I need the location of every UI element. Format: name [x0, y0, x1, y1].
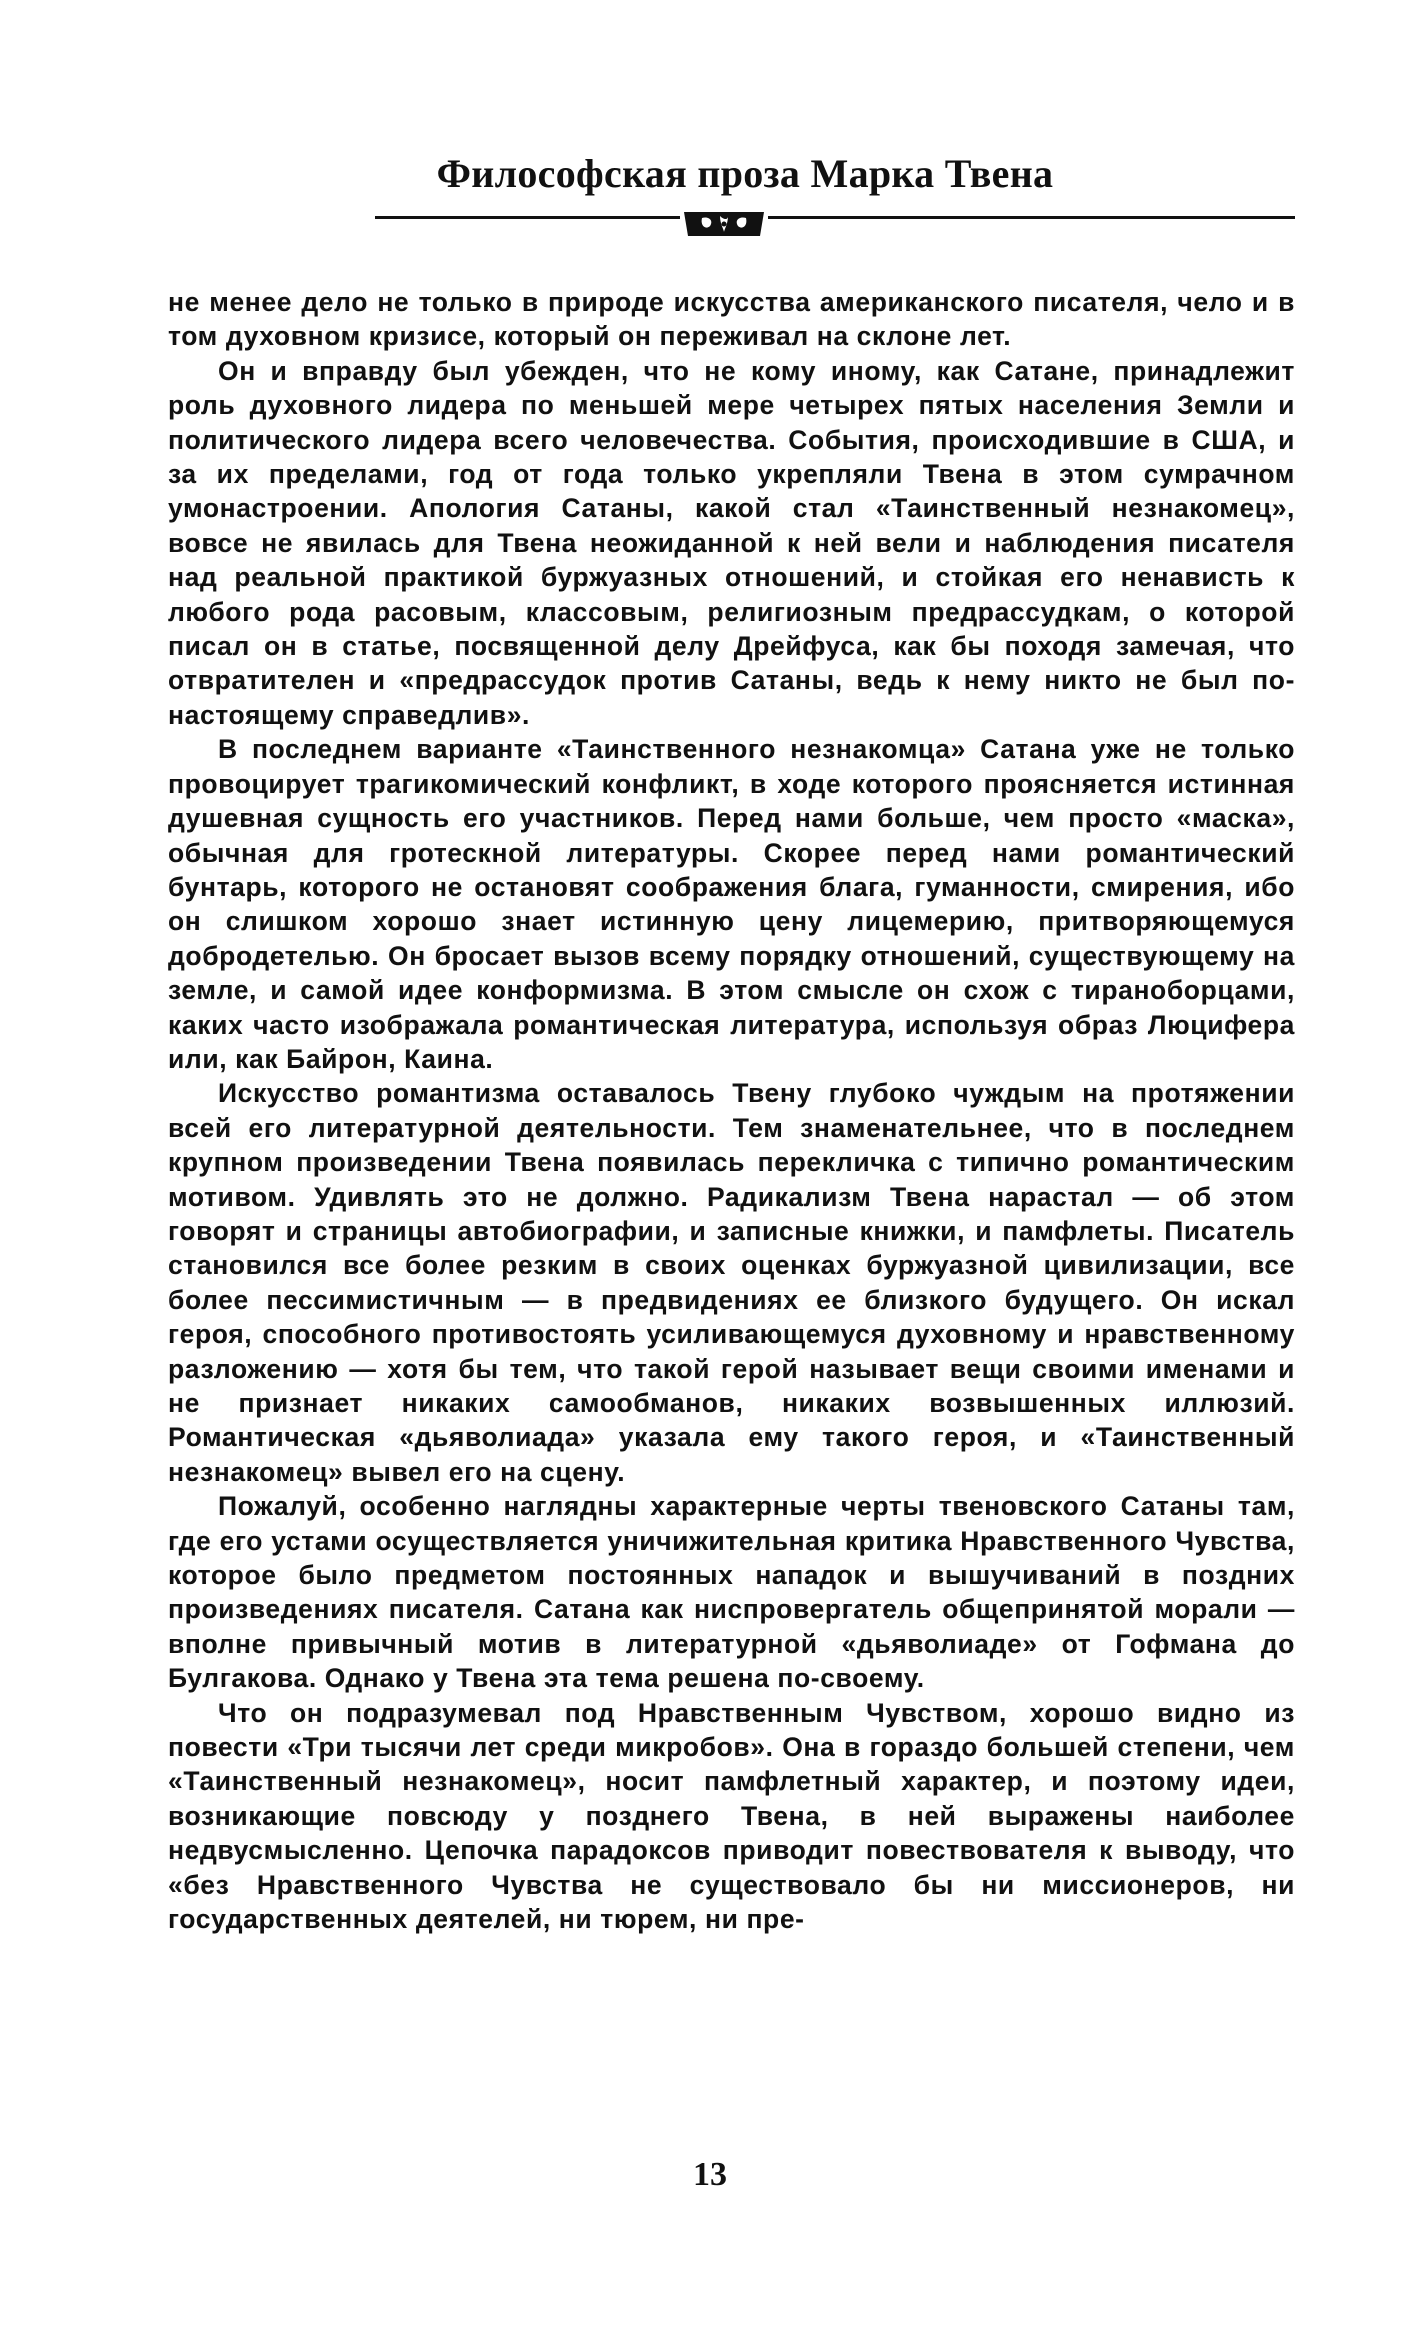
floral-ornament-icon — [680, 206, 768, 242]
paragraph: не менее дело не только в природе искусства американского писателя, чело и в том духовном кризисе, который он переживал на склоне лет. — [168, 287, 1295, 352]
paragraph: Искусство романтизма оставалось Твену глубоко чуждым на протяжении всей его литературной деятельности. Тем знаменательнее, что в последнем крупном произведении Твена появилась перекличка с типично романтическим мотивом. Удивлять это не должно. Радикализм Твена нарастал — об этом говорят и страницы автобиографии, и записные книжки, и памфлеты. Писатель становился все более резким в своих оценках буржуазной цивилизации, все более пессимистичным — в предвидениях ее близкого будущего. Он искал героя, способного противостоять усиливающемуся духовному и нравственному разложению — хотя бы тем, что такой герой называет вещи своими именами и не признает никаких самообманов, никаких возвышенных иллюзий. Романтическая «дьяволиада» указала ему такого героя, и «Таинственный незнакомец» вывел его на сцену. — [168, 1078, 1295, 1487]
paragraph: Что он подразумевал под Нравственным Чувством, хорошо видно из повести «Три тысячи лет среди микробов». Она в гораздо большей степени, чем «Таинственный незнакомец», носит памфлетный характер, и поэтому идеи, возникающие повсюду у позднего Твена, в ней выражены наиболее недвусмысленно. Цепочка парадоксов приводит повествователя к выводу, что «без Нравственного Чувства не существовало бы ни миссионеров, ни государственных деятелей, ни тюрем, ни пре- — [168, 1697, 1295, 1935]
paragraph: Пожалуй, особенно наглядны характерные черты твеновского Сатаны там, где его устами осуществляется уничижительная критика Нравственного Чувства, которое было предметом постоянных нападок и вышучиваний в поздних произведениях писателя. Сатана как ниспровергатель общепринятой морали — вполне привычный мотив в литературной «дьяволиаде» от Гофмана до Булгакова. Однако у Твена эта тема решена по-своему. — [168, 1491, 1295, 1694]
paragraph: Он и вправду был убежден, что не кому иному, как Сатане, принадлежит роль духовного лидера по меньшей мере четырех пятых населения Земли и политического лидера всего человечества. События, происходившие в США, и за их пределами, год от года только укрепляли Твена в этом сумрачном умонастроении. Апология Сатаны, какой стал «Таинственный незнакомец», вовсе не явилась для Твена неожиданной к ней вели и наблюдения писателя над реальной практикой буржуазных отношений, и стойкая его ненависть к любого рода расовым, классовым, религиозным предрассудкам, о которой писал он в статье, посвященной делу Дрейфуса, как бы походя замечая, что отвратителен и «предрассудок против Сатаны, ведь к нему никто не был по-настоящему справедлив». — [168, 355, 1295, 730]
header-rule — [375, 216, 1295, 219]
page-number: 13 — [693, 2156, 727, 2193]
body-text — [168, 285, 1295, 1937]
running-title: Философская проза Марка Твена — [436, 151, 1054, 196]
paragraph: В последнем варианте «Таинственного незнакомца» Сатана уже не только провоцирует трагикомический конфликт, в ходе которого проясняется истинная душевная сущность его участников. Перед нами больше, чем просто «маска», обычная для гротескной литературы. Скорее перед нами романтический бунтарь, которого не остановят соображения блага, гуманности, смирения, ибо он слишком хорошо знает истинную цену лицемерию, притворяющемуся добродетелью. Он бросает вызов всему порядку отношений, существующему на земле, и самой идее конформизма. В этом смысле он схож с тираноборцами, каких часто изображала романтическая литература, используя образ Люцифера или, как Байрон, Каина. — [168, 734, 1295, 1074]
